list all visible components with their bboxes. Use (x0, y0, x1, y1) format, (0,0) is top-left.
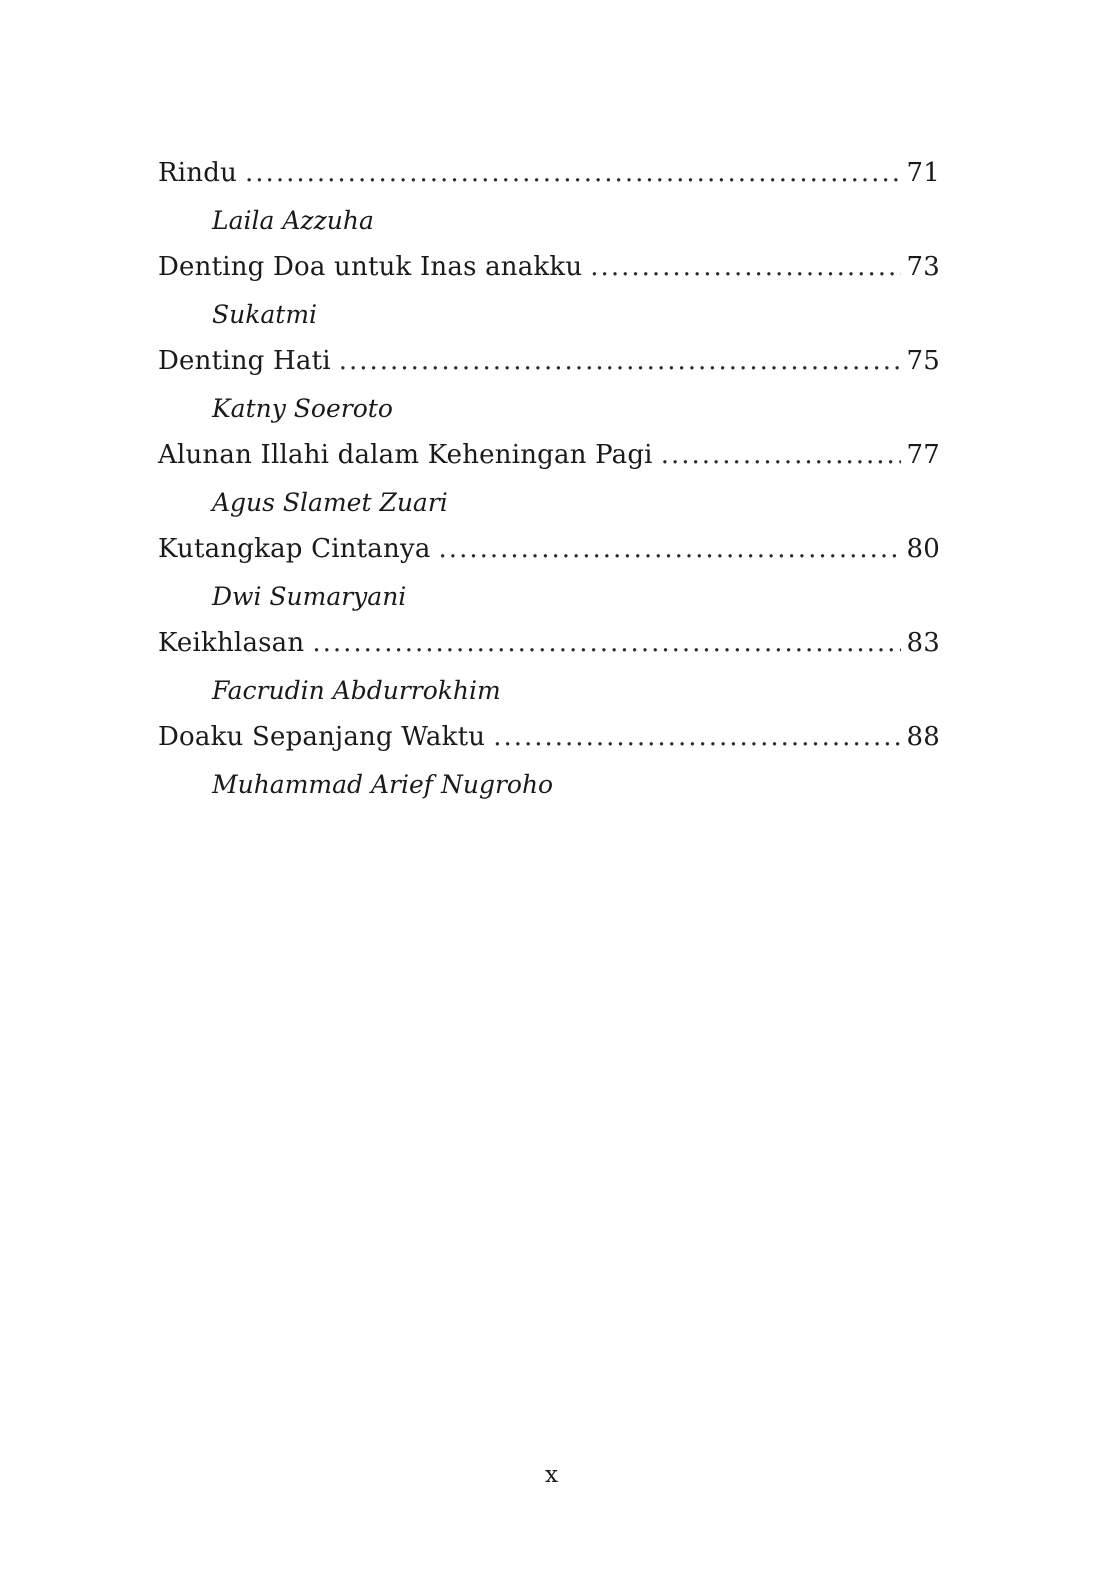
toc-entry-title: Kutangkap Cintanya (158, 534, 431, 564)
toc-entry-author: Facrudin Abdurrokhim (212, 676, 501, 705)
toc-entry (158, 150, 940, 244)
toc-entry (158, 338, 940, 432)
dot-leader (590, 244, 900, 291)
dot-leader (245, 150, 900, 197)
toc-title-line[interactable] (158, 526, 940, 573)
toc-entry-title: Alunan Illahi dalam Keheningan Pagi (158, 440, 653, 470)
toc-entry-author: Agus Slamet Zuari (212, 488, 448, 517)
toc-entry-page: 75 (906, 346, 940, 376)
toc-entry-page: 80 (906, 534, 940, 564)
toc-entry-page: 71 (906, 158, 940, 188)
dot-leader (312, 620, 900, 667)
toc-entry-page: 73 (906, 252, 940, 282)
page-number: x (545, 1462, 558, 1488)
toc-entry-author: Laila Azzuha (212, 206, 374, 235)
dot-leader (661, 432, 901, 479)
toc-entry (158, 620, 940, 714)
table-of-contents (158, 150, 940, 808)
toc-entry-page: 88 (906, 722, 940, 752)
toc-entry-title: Denting Hati (158, 346, 331, 376)
toc-entry-page: 83 (906, 628, 940, 658)
toc-title-line[interactable] (158, 432, 940, 479)
toc-entry-title: Keikhlasan (158, 628, 305, 658)
toc-entry-title: Doaku Sepanjang Waktu (158, 722, 486, 752)
toc-title-line[interactable] (158, 620, 940, 667)
toc-entry (158, 714, 940, 808)
toc-entry-author: Sukatmi (212, 300, 318, 329)
toc-entry-page: 77 (906, 440, 940, 470)
toc-entry-author: Muhammad Arief Nugroho (212, 770, 554, 799)
toc-entry-title: Denting Doa untuk Inas anakku (158, 252, 583, 282)
toc-title-line[interactable] (158, 714, 940, 761)
toc-entry-title: Rindu (158, 158, 238, 188)
toc-entry (158, 432, 940, 526)
dot-leader (493, 714, 900, 761)
toc-entry (158, 526, 940, 620)
toc-entry-author: Dwi Sumaryani (212, 582, 407, 611)
toc-title-line[interactable] (158, 338, 940, 385)
dot-leader (339, 338, 901, 385)
toc-title-line[interactable] (158, 150, 940, 197)
toc-title-line[interactable] (158, 244, 940, 291)
toc-entry-author: Katny Soeroto (212, 394, 393, 423)
dot-leader (439, 526, 901, 573)
toc-entry (158, 244, 940, 338)
